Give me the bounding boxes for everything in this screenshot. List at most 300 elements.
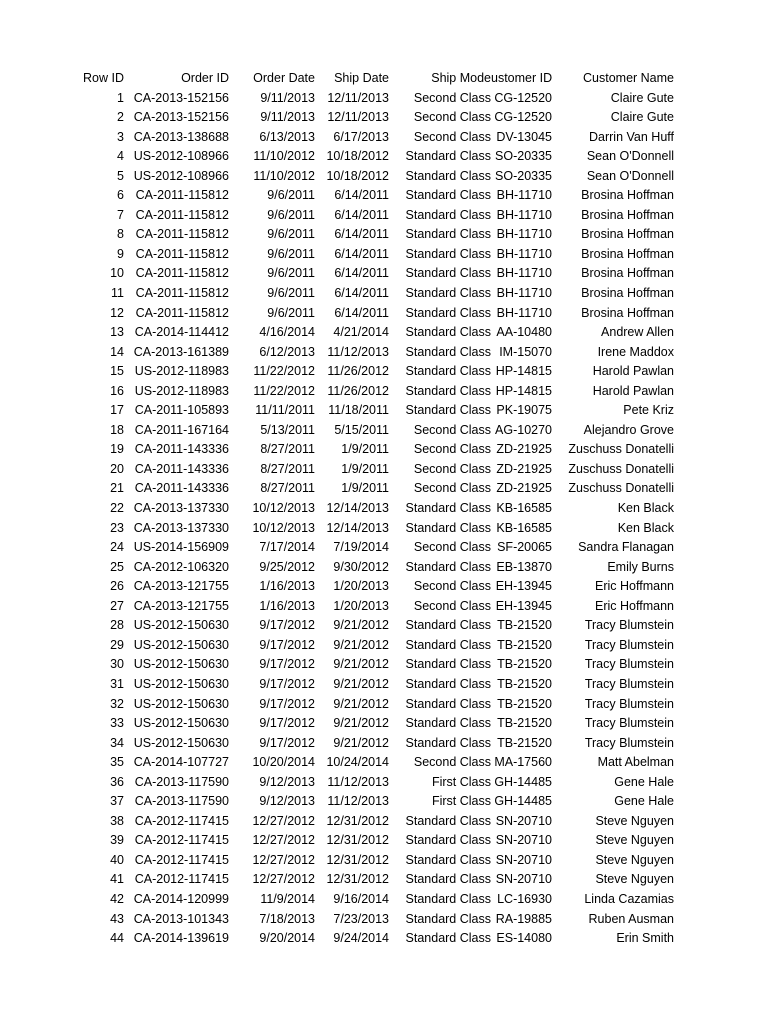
cell-customer-id[interactable]: TB-21520: [497, 676, 552, 691]
cell-customer-id[interactable]: RA-19885: [495, 911, 552, 926]
cell-customer-id[interactable]: BH-11710: [496, 286, 552, 301]
cell-order-id[interactable]: CA-2011-115812: [135, 305, 229, 320]
cell-order-id[interactable]: CA-2012-117415: [134, 872, 229, 887]
cell-customer-name[interactable]: Brosina Hoffman: [581, 286, 674, 301]
cell-ship-mode[interactable]: Standard Class: [405, 207, 491, 222]
cell-customer-name[interactable]: Harold Pawlan: [592, 364, 674, 379]
empty-cell[interactable]: [674, 362, 768, 382]
cell-order-date[interactable]: 4/16/2014: [259, 325, 315, 340]
cell-order-date[interactable]: 12/27/2012: [252, 872, 315, 887]
cell-customer-name[interactable]: Sandra Flanagan: [578, 540, 674, 555]
empty-cell[interactable]: [674, 773, 768, 793]
cell-order-date[interactable]: 9/11/2013: [260, 110, 315, 125]
cell-ship-mode[interactable]: Standard Class: [405, 305, 491, 320]
cell-customer-id[interactable]: SN-20710: [495, 833, 552, 848]
cell-order-id[interactable]: US-2012-150630: [133, 735, 229, 750]
cell-ship-mode[interactable]: Second Class: [413, 481, 491, 496]
cell-ship-mode[interactable]: Standard Class: [405, 383, 491, 398]
cell-customer-id[interactable]: HP-14815: [495, 364, 552, 379]
cell-order-id[interactable]: CA-2013-152156: [133, 110, 229, 125]
cell-ship-mode[interactable]: Standard Class: [405, 911, 491, 926]
cell-customer-name[interactable]: Emily Burns: [607, 559, 674, 574]
empty-cell[interactable]: [674, 69, 768, 89]
cell-ship-date[interactable]: 9/21/2012: [333, 618, 389, 633]
cell-row-id[interactable]: 28: [110, 618, 124, 633]
cell-order-date[interactable]: 9/11/2013: [260, 90, 315, 105]
cell-row-id[interactable]: 37: [110, 794, 124, 809]
cell-order-id[interactable]: CA-2011-143336: [134, 442, 229, 457]
cell-order-id[interactable]: CA-2011-143336: [134, 481, 229, 496]
empty-cell[interactable]: [674, 558, 768, 578]
cell-customer-name[interactable]: Pete Kriz: [623, 403, 674, 418]
empty-cell[interactable]: [674, 147, 768, 167]
cell-row-id[interactable]: 13: [110, 325, 124, 340]
cell-ship-date[interactable]: 9/16/2014: [333, 891, 389, 906]
cell-customer-id[interactable]: LC-16930: [497, 891, 552, 906]
cell-ship-date[interactable]: 1/20/2013: [333, 598, 389, 613]
cell-order-id[interactable]: US-2012-118983: [134, 364, 229, 379]
cell-customer-name[interactable]: Tracy Blumstein: [584, 735, 674, 750]
cell-customer-id[interactable]: SO-20335: [495, 168, 552, 183]
cell-ship-date[interactable]: 9/30/2012: [333, 559, 389, 574]
cell-ship-mode[interactable]: Standard Class: [405, 149, 491, 164]
cell-order-date[interactable]: 7/18/2013: [259, 911, 315, 926]
cell-ship-date[interactable]: 10/18/2012: [326, 168, 389, 183]
cell-customer-id[interactable]: TB-21520: [497, 716, 552, 731]
cell-order-id[interactable]: CA-2011-167164: [134, 422, 229, 437]
cell-customer-id[interactable]: GH-14485: [494, 774, 552, 789]
cell-customer-name[interactable]: Linda Cazamias: [584, 891, 674, 906]
cell-row-id[interactable]: 43: [110, 911, 124, 926]
cell-ship-mode[interactable]: Second Class: [413, 540, 491, 555]
cell-customer-name[interactable]: Claire Gute: [610, 90, 674, 105]
cell-ship-mode[interactable]: Standard Class: [405, 813, 491, 828]
cell-order-date[interactable]: 9/17/2012: [259, 696, 315, 711]
empty-cell[interactable]: [674, 421, 768, 441]
cell-customer-name[interactable]: Zuschuss Donatelli: [568, 461, 674, 476]
cell-ship-date[interactable]: 12/31/2012: [326, 852, 389, 867]
cell-ship-date[interactable]: 7/19/2014: [333, 540, 389, 555]
cell-order-id[interactable]: US-2012-108966: [133, 168, 229, 183]
empty-cell[interactable]: [674, 499, 768, 519]
cell-row-id[interactable]: 35: [110, 755, 124, 770]
cell-ship-mode[interactable]: Standard Class: [405, 344, 491, 359]
cell-order-date[interactable]: 12/27/2012: [252, 813, 315, 828]
cell-customer-name[interactable]: Tracy Blumstein: [584, 696, 674, 711]
cell-customer-name[interactable]: Erin Smith: [616, 931, 674, 946]
empty-cell[interactable]: [674, 519, 768, 539]
cell-ship-date[interactable]: 11/26/2012: [327, 383, 389, 398]
cell-customer-id[interactable]: SN-20710: [495, 872, 552, 887]
cell-order-id[interactable]: US-2012-150630: [133, 637, 229, 652]
cell-customer-name[interactable]: Eric Hoffmann: [595, 579, 674, 594]
cell-customer-id[interactable]: IM-15070: [499, 344, 552, 359]
cell-order-date[interactable]: 11/9/2014: [260, 891, 315, 906]
cell-order-id[interactable]: CA-2014-114412: [134, 325, 229, 340]
cell-order-id[interactable]: CA-2012-117415: [134, 813, 229, 828]
cell-ship-date[interactable]: 12/31/2012: [326, 813, 389, 828]
cell-customer-id[interactable]: TB-21520: [497, 696, 552, 711]
cell-ship-mode[interactable]: Standard Class: [405, 246, 491, 261]
cell-row-id[interactable]: 38: [110, 813, 124, 828]
cell-order-date[interactable]: 9/12/2013: [259, 774, 315, 789]
header-order-date[interactable]: Order Date: [253, 71, 315, 85]
cell-ship-date[interactable]: 6/14/2011: [334, 188, 389, 203]
cell-row-id[interactable]: 23: [110, 520, 124, 535]
cell-ship-date[interactable]: 12/31/2012: [326, 872, 389, 887]
cell-customer-id[interactable]: KB-16585: [496, 520, 552, 535]
cell-order-date[interactable]: 9/6/2011: [267, 286, 315, 301]
cell-ship-date[interactable]: 12/14/2013: [326, 501, 389, 516]
cell-customer-name[interactable]: Zuschuss Donatelli: [568, 481, 674, 496]
cell-ship-date[interactable]: 9/21/2012: [333, 657, 389, 672]
cell-row-id[interactable]: 41: [110, 872, 124, 887]
cell-customer-name[interactable]: Steve Nguyen: [595, 833, 674, 848]
cell-order-id[interactable]: CA-2013-161389: [133, 344, 229, 359]
empty-cell[interactable]: [674, 89, 768, 109]
cell-customer-id[interactable]: DV-13045: [496, 129, 552, 144]
cell-ship-mode[interactable]: Standard Class: [405, 716, 491, 731]
cell-row-id[interactable]: 30: [110, 657, 124, 672]
cell-ship-mode[interactable]: Second Class: [413, 461, 491, 476]
cell-row-id[interactable]: 17: [110, 403, 124, 418]
cell-ship-date[interactable]: 1/20/2013: [333, 579, 389, 594]
cell-customer-name[interactable]: Brosina Hoffman: [581, 246, 674, 261]
empty-cell[interactable]: [674, 128, 768, 148]
cell-customer-id[interactable]: TB-21520: [497, 618, 552, 633]
cell-row-id[interactable]: 24: [110, 540, 124, 555]
cell-ship-date[interactable]: 6/14/2011: [334, 227, 389, 242]
cell-order-date[interactable]: 8/27/2011: [260, 461, 315, 476]
cell-order-date[interactable]: 9/17/2012: [259, 716, 315, 731]
cell-order-date[interactable]: 5/13/2011: [260, 422, 315, 437]
cell-ship-mode[interactable]: Standard Class: [405, 891, 491, 906]
cell-row-id[interactable]: 16: [110, 383, 124, 398]
cell-row-id[interactable]: 1: [117, 90, 124, 105]
empty-cell[interactable]: [674, 831, 768, 851]
header-order-id[interactable]: Order ID: [181, 71, 229, 85]
header-customer-name[interactable]: Customer Name: [583, 71, 674, 85]
empty-cell[interactable]: [674, 890, 768, 910]
cell-ship-date[interactable]: 11/18/2011: [328, 403, 389, 418]
empty-cell[interactable]: [674, 812, 768, 832]
cell-row-id[interactable]: 39: [110, 833, 124, 848]
cell-order-id[interactable]: CA-2013-117590: [134, 774, 229, 789]
cell-customer-id[interactable]: MA-17560: [494, 755, 552, 770]
cell-ship-date[interactable]: 12/11/2013: [327, 90, 389, 105]
cell-ship-mode[interactable]: Standard Class: [405, 618, 491, 633]
cell-row-id[interactable]: 11: [111, 286, 124, 301]
cell-ship-date[interactable]: 9/21/2012: [333, 676, 389, 691]
empty-cell[interactable]: [674, 440, 768, 460]
cell-customer-name[interactable]: Steve Nguyen: [595, 872, 674, 887]
cell-customer-id[interactable]: SO-20335: [495, 149, 552, 164]
cell-row-id[interactable]: 20: [110, 461, 124, 476]
cell-order-id[interactable]: US-2012-118983: [134, 383, 229, 398]
cell-customer-name[interactable]: Steve Nguyen: [595, 852, 674, 867]
cell-order-id[interactable]: CA-2013-138688: [133, 129, 229, 144]
cell-ship-date[interactable]: 1/9/2011: [341, 461, 389, 476]
cell-ship-date[interactable]: 10/18/2012: [326, 149, 389, 164]
cell-customer-name[interactable]: Ken Black: [617, 520, 674, 535]
cell-order-date[interactable]: 9/6/2011: [267, 266, 315, 281]
cell-ship-mode[interactable]: Standard Class: [405, 501, 491, 516]
cell-customer-id[interactable]: TB-21520: [497, 657, 552, 672]
cell-row-id[interactable]: 5: [117, 168, 124, 183]
cell-customer-id[interactable]: HP-14815: [495, 383, 552, 398]
cell-row-id[interactable]: 40: [110, 852, 124, 867]
cell-order-date[interactable]: 10/12/2013: [252, 501, 315, 516]
cell-order-id[interactable]: US-2012-108966: [133, 149, 229, 164]
cell-order-date[interactable]: 11/22/2012: [253, 383, 315, 398]
empty-cell[interactable]: [674, 186, 768, 206]
empty-cell[interactable]: [674, 167, 768, 187]
cell-ship-mode[interactable]: Standard Class: [405, 266, 491, 281]
cell-order-id[interactable]: US-2014-156909: [133, 540, 229, 555]
cell-order-date[interactable]: 11/10/2012: [253, 168, 315, 183]
cell-row-id[interactable]: 10: [110, 266, 124, 281]
cell-order-id[interactable]: CA-2012-117415: [134, 852, 229, 867]
cell-customer-name[interactable]: Darrin Van Huff: [589, 129, 674, 144]
cell-order-id[interactable]: CA-2014-139619: [133, 931, 229, 946]
cell-row-id[interactable]: 12: [110, 305, 124, 320]
cell-row-id[interactable]: 6: [117, 188, 124, 203]
cell-row-id[interactable]: 33: [110, 716, 124, 731]
cell-customer-id[interactable]: KB-16585: [496, 501, 552, 516]
empty-cell[interactable]: [674, 225, 768, 245]
cell-customer-id[interactable]: TB-21520: [497, 735, 552, 750]
cell-ship-date[interactable]: 4/21/2014: [333, 325, 389, 340]
cell-customer-id[interactable]: SN-20710: [495, 813, 552, 828]
cell-customer-id[interactable]: GH-14485: [494, 794, 552, 809]
cell-customer-id[interactable]: BH-11710: [496, 227, 552, 242]
cell-row-id[interactable]: 32: [110, 696, 124, 711]
cell-row-id[interactable]: 27: [110, 598, 124, 613]
cell-customer-name[interactable]: Alejandro Grove: [583, 422, 674, 437]
cell-customer-id[interactable]: PK-19075: [496, 403, 552, 418]
cell-row-id[interactable]: 31: [110, 676, 124, 691]
empty-cell[interactable]: [674, 734, 768, 754]
cell-customer-id[interactable]: SN-20710: [495, 852, 552, 867]
cell-customer-id[interactable]: TB-21520: [497, 637, 552, 652]
cell-ship-mode[interactable]: Standard Class: [405, 657, 491, 672]
cell-ship-date[interactable]: 6/14/2011: [334, 305, 389, 320]
cell-order-date[interactable]: 9/17/2012: [259, 676, 315, 691]
cell-order-date[interactable]: 9/25/2012: [259, 559, 315, 574]
cell-order-date[interactable]: 1/16/2013: [259, 598, 315, 613]
cell-order-id[interactable]: US-2012-150630: [133, 676, 229, 691]
cell-order-date[interactable]: 9/6/2011: [267, 246, 315, 261]
empty-cell[interactable]: [674, 714, 768, 734]
cell-customer-name[interactable]: Tracy Blumstein: [584, 676, 674, 691]
cell-ship-date[interactable]: 6/17/2013: [333, 129, 389, 144]
cell-customer-name[interactable]: Gene Hale: [614, 774, 674, 789]
cell-ship-mode[interactable]: Second Class: [413, 598, 491, 613]
cell-order-id[interactable]: US-2012-150630: [133, 696, 229, 711]
cell-ship-mode[interactable]: Standard Class: [405, 364, 491, 379]
cell-ship-date[interactable]: 7/23/2013: [333, 911, 389, 926]
cell-order-id[interactable]: CA-2013-137330: [133, 520, 229, 535]
cell-ship-mode[interactable]: Standard Class: [405, 325, 491, 340]
empty-cell[interactable]: [674, 870, 768, 890]
cell-order-id[interactable]: CA-2013-121755: [133, 579, 229, 594]
cell-customer-name[interactable]: Harold Pawlan: [592, 383, 674, 398]
cell-order-date[interactable]: 9/12/2013: [259, 794, 315, 809]
cell-customer-id[interactable]: AA-10480: [496, 325, 552, 340]
cell-customer-id[interactable]: BH-11710: [496, 266, 552, 281]
cell-customer-name[interactable]: Zuschuss Donatelli: [568, 442, 674, 457]
cell-order-date[interactable]: 1/16/2013: [259, 579, 315, 594]
cell-customer-name[interactable]: Steve Nguyen: [595, 813, 674, 828]
empty-cell[interactable]: [674, 597, 768, 617]
cell-row-id[interactable]: 8: [117, 227, 124, 242]
cell-row-id[interactable]: 4: [117, 149, 124, 164]
cell-customer-name[interactable]: Tracy Blumstein: [584, 618, 674, 633]
cell-customer-name[interactable]: Sean O'Donnell: [586, 168, 674, 183]
cell-order-id[interactable]: CA-2011-105893: [134, 403, 229, 418]
empty-cell[interactable]: [674, 245, 768, 265]
cell-customer-name[interactable]: Matt Abelman: [597, 755, 674, 770]
cell-order-date[interactable]: 9/6/2011: [267, 227, 315, 242]
cell-row-id[interactable]: 15: [110, 364, 124, 379]
cell-ship-date[interactable]: 6/14/2011: [334, 286, 389, 301]
cell-order-date[interactable]: 11/11/2011: [255, 403, 315, 418]
cell-row-id[interactable]: 44: [110, 931, 124, 946]
cell-row-id[interactable]: 34: [110, 735, 124, 750]
cell-customer-id[interactable]: ZD-21925: [496, 461, 552, 476]
empty-cell[interactable]: [674, 479, 768, 499]
empty-cell[interactable]: [674, 655, 768, 675]
cell-row-id[interactable]: 22: [110, 501, 124, 516]
cell-customer-name[interactable]: Ken Black: [617, 501, 674, 516]
empty-cell[interactable]: [674, 792, 768, 812]
cell-order-id[interactable]: US-2012-150630: [133, 618, 229, 633]
cell-ship-mode[interactable]: Standard Class: [405, 637, 491, 652]
cell-order-date[interactable]: 10/12/2013: [252, 520, 315, 535]
cell-row-id[interactable]: 14: [110, 344, 124, 359]
cell-row-id[interactable]: 25: [110, 559, 124, 574]
cell-ship-mode[interactable]: First Class: [431, 774, 491, 789]
cell-ship-mode[interactable]: Standard Class: [405, 520, 491, 535]
cell-order-date[interactable]: 6/13/2013: [259, 129, 315, 144]
cell-ship-date[interactable]: 9/21/2012: [333, 716, 389, 731]
cell-order-id[interactable]: US-2012-150630: [133, 657, 229, 672]
cell-order-id[interactable]: US-2012-150630: [133, 716, 229, 731]
cell-ship-mode[interactable]: Second Class: [413, 422, 491, 437]
cell-order-id[interactable]: CA-2013-117590: [134, 794, 229, 809]
cell-order-id[interactable]: CA-2011-115812: [135, 227, 229, 242]
empty-cell[interactable]: [674, 284, 768, 304]
header-ship-mode[interactable]: Ship Mode: [431, 71, 491, 85]
cell-order-id[interactable]: CA-2013-121755: [133, 598, 229, 613]
empty-cell[interactable]: [674, 910, 768, 930]
header-customer-id[interactable]: ustomer ID: [491, 71, 552, 85]
cell-row-id[interactable]: 2: [117, 110, 124, 125]
cell-order-date[interactable]: 11/22/2012: [253, 364, 315, 379]
cell-order-date[interactable]: 9/17/2012: [259, 657, 315, 672]
cell-customer-name[interactable]: Claire Gute: [610, 110, 674, 125]
cell-customer-name[interactable]: Sean O'Donnell: [586, 149, 674, 164]
cell-ship-mode[interactable]: Standard Class: [405, 227, 491, 242]
empty-cell[interactable]: [674, 343, 768, 363]
cell-customer-name[interactable]: Tracy Blumstein: [584, 657, 674, 672]
cell-order-date[interactable]: 6/12/2013: [259, 344, 315, 359]
cell-ship-date[interactable]: 11/26/2012: [327, 364, 389, 379]
cell-row-id[interactable]: 21: [110, 481, 124, 496]
cell-ship-date[interactable]: 11/12/2013: [327, 794, 389, 809]
empty-cell[interactable]: [674, 675, 768, 695]
cell-customer-name[interactable]: Andrew Allen: [601, 325, 674, 340]
cell-order-date[interactable]: 7/17/2014: [259, 540, 315, 555]
cell-customer-id[interactable]: BH-11710: [496, 305, 552, 320]
cell-order-date[interactable]: 9/6/2011: [267, 305, 315, 320]
cell-order-date[interactable]: 10/20/2014: [252, 755, 315, 770]
empty-cell[interactable]: [674, 304, 768, 324]
cell-ship-date[interactable]: 1/9/2011: [341, 481, 389, 496]
cell-ship-mode[interactable]: Standard Class: [405, 833, 491, 848]
cell-order-date[interactable]: 9/6/2011: [267, 207, 315, 222]
header-row-id[interactable]: Row ID: [83, 71, 124, 85]
cell-customer-id[interactable]: EH-13945: [495, 598, 552, 613]
cell-order-id[interactable]: CA-2013-137330: [133, 501, 229, 516]
cell-order-date[interactable]: 9/17/2012: [259, 735, 315, 750]
empty-cell[interactable]: [674, 401, 768, 421]
cell-ship-date[interactable]: 9/21/2012: [333, 637, 389, 652]
cell-customer-name[interactable]: Gene Hale: [614, 794, 674, 809]
empty-cell[interactable]: [674, 538, 768, 558]
cell-ship-date[interactable]: 12/11/2013: [327, 110, 389, 125]
cell-order-id[interactable]: CA-2011-115812: [135, 246, 229, 261]
cell-ship-mode[interactable]: Standard Class: [405, 188, 491, 203]
cell-order-date[interactable]: 12/27/2012: [252, 833, 315, 848]
cell-ship-mode[interactable]: Second Class: [413, 129, 491, 144]
cell-customer-name[interactable]: Brosina Hoffman: [581, 207, 674, 222]
cell-order-id[interactable]: CA-2011-143336: [134, 461, 229, 476]
cell-ship-date[interactable]: 11/12/2013: [327, 774, 389, 789]
cell-row-id[interactable]: 29: [110, 637, 124, 652]
cell-customer-name[interactable]: Brosina Hoffman: [581, 266, 674, 281]
cell-order-date[interactable]: 8/27/2011: [260, 442, 315, 457]
cell-order-id[interactable]: CA-2013-101343: [133, 911, 229, 926]
cell-customer-name[interactable]: Tracy Blumstein: [584, 716, 674, 731]
empty-cell[interactable]: [674, 695, 768, 715]
cell-customer-id[interactable]: ZD-21925: [496, 481, 552, 496]
empty-cell[interactable]: [674, 108, 768, 128]
cell-customer-id[interactable]: CG-12520: [494, 90, 552, 105]
cell-order-date[interactable]: 9/20/2014: [259, 931, 315, 946]
cell-customer-id[interactable]: AG-10270: [495, 422, 552, 437]
empty-cell[interactable]: [674, 577, 768, 597]
cell-order-id[interactable]: CA-2011-115812: [135, 207, 229, 222]
empty-cell[interactable]: [674, 851, 768, 871]
cell-order-id[interactable]: CA-2012-106320: [133, 559, 229, 574]
cell-order-id[interactable]: CA-2014-107727: [133, 755, 229, 770]
cell-row-id[interactable]: 42: [110, 891, 124, 906]
cell-customer-id[interactable]: CG-12520: [494, 110, 552, 125]
cell-order-id[interactable]: CA-2011-115812: [135, 286, 229, 301]
cell-ship-date[interactable]: 6/14/2011: [334, 207, 389, 222]
cell-ship-mode[interactable]: Second Class: [413, 90, 491, 105]
empty-cell[interactable]: [674, 460, 768, 480]
cell-ship-mode[interactable]: Second Class: [413, 579, 491, 594]
cell-order-id[interactable]: CA-2013-152156: [133, 90, 229, 105]
cell-ship-date[interactable]: 12/31/2012: [326, 833, 389, 848]
cell-ship-mode[interactable]: Standard Class: [405, 286, 491, 301]
cell-customer-id[interactable]: ES-14080: [496, 931, 552, 946]
cell-ship-mode[interactable]: Standard Class: [405, 168, 491, 183]
empty-cell[interactable]: [674, 206, 768, 226]
empty-cell[interactable]: [674, 323, 768, 343]
